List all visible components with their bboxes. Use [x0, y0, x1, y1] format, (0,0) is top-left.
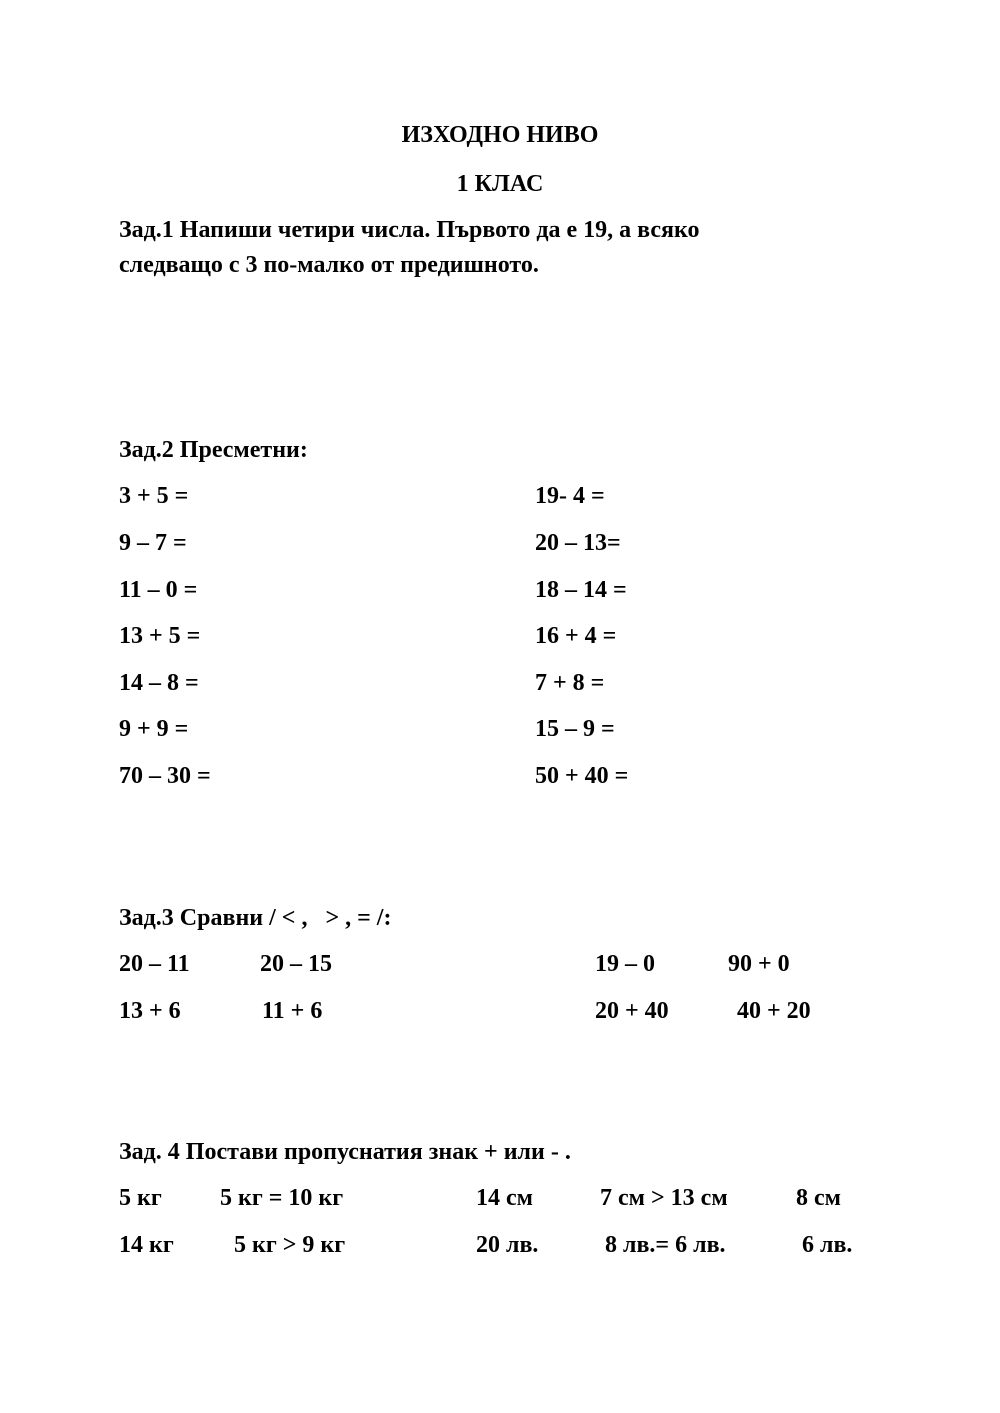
task2-left-expr: 9 + 9 = [119, 716, 189, 742]
task4-item: 14 см [476, 1185, 533, 1211]
task4-item: 8 лв.= 6 лв. [605, 1232, 726, 1258]
task2-heading: Зад.2 Пресметни: [119, 437, 308, 463]
task4-item: 7 см > 13 см [600, 1185, 728, 1211]
task3-expr: 20 + 40 [595, 998, 669, 1024]
task4-item: 8 см [796, 1185, 841, 1211]
task4-item: 6 лв. [802, 1232, 853, 1258]
task2-left-expr: 70 – 30 = [119, 763, 211, 789]
task3-expr: 13 + 6 [119, 998, 181, 1024]
task2-right-expr: 19- 4 = [535, 483, 605, 509]
task2-right-expr: 50 + 40 = [535, 763, 629, 789]
task4-item: 20 лв. [476, 1232, 539, 1258]
task3-expr: 20 – 11 [119, 951, 190, 977]
task1-line1: Зад.1 Напиши четири числа. Първото да е 19, а всяко [119, 217, 700, 243]
grade-label: 1 КЛАС [456, 171, 544, 197]
task4-item: 5 кг > 9 кг [234, 1232, 346, 1258]
task3-heading: Зад.3 Сравни / < , > , = /: [119, 905, 392, 931]
task3-expr: 11 + 6 [262, 998, 323, 1024]
task2-left-expr: 9 – 7 = [119, 530, 187, 556]
task3-expr: 19 – 0 [595, 951, 655, 977]
task4-item: 14 кг [119, 1232, 174, 1258]
task2-left-expr: 3 + 5 = [119, 483, 189, 509]
task2-right-expr: 16 + 4 = [535, 623, 617, 649]
task2-right-expr: 20 – 13= [535, 530, 621, 556]
task4-item: 5 кг [119, 1185, 162, 1211]
task2-right-expr: 7 + 8 = [535, 670, 605, 696]
task2-right-expr: 18 – 14 = [535, 577, 627, 603]
task2-right-expr: 15 – 9 = [535, 716, 615, 742]
page-title: ИЗХОДНО НИВО [401, 122, 599, 148]
task2-left-expr: 13 + 5 = [119, 623, 201, 649]
task3-expr: 40 + 20 [737, 998, 811, 1024]
task2-left-expr: 11 – 0 = [119, 577, 198, 603]
task4-heading: Зад. 4 Постави пропуснатия знак + или - . [119, 1139, 571, 1165]
task2-left-expr: 14 – 8 = [119, 670, 199, 696]
task3-expr: 20 – 15 [260, 951, 332, 977]
task3-expr: 90 + 0 [728, 951, 790, 977]
task4-item: 5 кг = 10 кг [220, 1185, 344, 1211]
task1-line2: следващо с 3 по-малко от предишното. [119, 252, 539, 278]
